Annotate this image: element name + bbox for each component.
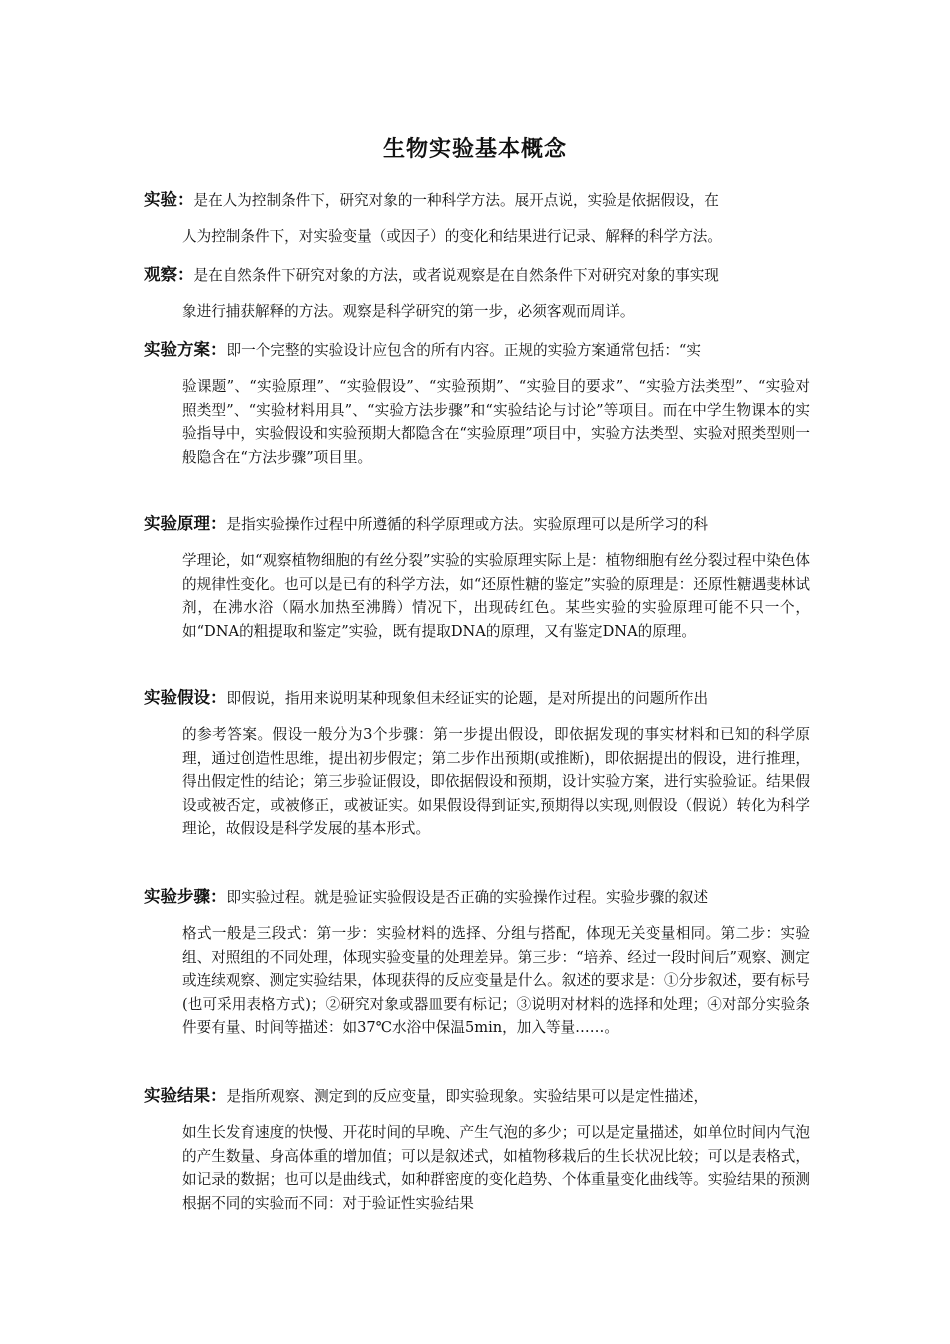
entry-body: 的参考答案。假设一般分为3个步骤：第一步提出假设，即依据发现的事实材料和已知的科学原理，通过创造性思维，提出初步假定；第二步作出预期(或推断)，即依据提出的假设，进行推理，得出假定性的结论；第三步验证假设，即依据假设和预期，设计实验方案，进行实验验证。结果假设或被否定，或被修正，或被证实。如果假设得到证实,预期得以实现,则假设（假说）转化为科学理论，故假设是科学发展的基本形式。 [182, 726, 810, 838]
entry-first-text: 是在人为控制条件下，研究对象的一种科学方法。展开点说，实验是依据假设，在 [193, 192, 719, 209]
entry-first-line [144, 885, 810, 910]
entry-first-text: 是指所观察、测定到的反应变量，即实验现象。实验结果可以是定性描述， [226, 1088, 709, 1105]
entry-term: 实验步骤： [144, 887, 227, 906]
entry-first-text: 是在自然条件下研究对象的方法，或者说观察是在自然条件下对研究对象的事实现 [193, 267, 719, 284]
entry-body: 如生长发育速度的快慢、开花时间的早晚、产生气泡的多少；可以是定量描述，如单位时间内气泡的产生数量、身高体重的增加值；可以是叙述式，如植物移栽后的生长状况比较；可以是表格式，如记录的数据；也可以是曲线式，如种群密度的变化趋势、个体重量变化曲线等。实验结果的预测根据不同的实验而不同：对于验证性实验结果 [182, 1124, 810, 1212]
entry-body: 象进行捕获解释的方法。观察是科学研究的第一步，必须客观而周详。 [182, 303, 635, 320]
entry-observation [144, 263, 810, 324]
entry-body: 格式一般是三段式：第一步：实验材料的选择、分组与搭配，体现无关变量相同。第二步：实验组、对照组的不同处理，体现实验变量的处理差异。第三步：“培养、经过一段时间后”观察、测定或连续观察、测定实验结果，体现获得的反应变量是什么。叙述的要求是：①分步叙述，要有标号(也可采用表格方式)；②研究对象或器皿要有标记；③说明对材料的选择和处理；④对部分实验条件要有量、时间等描述：如37℃水浴中保温5min，加入等量……。 [182, 925, 810, 1037]
entry-first-text: 即假说，指用来说明某种现象但未经证实的论题，是对所提出的问题所作出 [226, 690, 709, 707]
entry-term: 实验原理： [144, 514, 227, 533]
entry-experiment-plan [144, 338, 810, 469]
entry-experiment-results [144, 1084, 810, 1215]
entry-first-text: 即一个完整的实验设计应包含的所有内容。正规的实验方案通常包括：“实 [226, 342, 701, 359]
entry-experiment-principle [144, 512, 810, 643]
entry-first-line [144, 338, 810, 363]
entry-first-line [144, 686, 810, 711]
entry-experiment [144, 188, 810, 249]
entry-body: 验课题”、“实验原理”、“实验假设”、“实验预期”、“实验目的要求”、“实验方法类型”、“实验对照类型”、“实验材料用具”、“实验方法步骤”和“实验结论与讨论”等项目。而在中学生物课本的实验指导中，实验假设和实验预期大都隐含在“实验原理”项目中，实验方法类型、实验对照类型则一般隐含在“方法步骤”项目里。 [182, 378, 810, 466]
entry-term: 观察： [144, 265, 194, 284]
entry-first-text: 即实验过程。就是验证实验假设是否正确的实验操作过程。实验步骤的叙述 [226, 889, 709, 906]
entry-first-line [144, 1084, 810, 1109]
entry-term: 实验假设： [144, 688, 227, 707]
entry-first-line [144, 188, 810, 213]
entry-first-line [144, 512, 810, 537]
entry-body: 人为控制条件下，对实验变量（或因子）的变化和结果进行记录、解释的科学方法。 [182, 228, 722, 245]
entry-term: 实验结果： [144, 1086, 227, 1105]
entry-term: 实验： [144, 190, 194, 209]
entry-term: 实验方案： [144, 340, 227, 359]
page-title: 生物实验基本概念 [382, 137, 567, 162]
entry-experiment-hypothesis [144, 686, 810, 841]
entry-first-text: 是指实验操作过程中所遵循的科学原理或方法。实验原理可以是所学习的科 [226, 516, 709, 533]
entry-experiment-steps [144, 885, 810, 1040]
entry-first-line [144, 263, 810, 288]
entry-body: 学理论，如“观察植物细胞的有丝分裂”实验的实验原理实际上是：植物细胞有丝分裂过程中染色体的规律性变化。也可以是已有的科学方法，如“还原性糖的鉴定”实验的原理是：还原性糖遇斐林试剂，在沸水浴（隔水加热至沸腾）情况下，出现砖红色。某些实验的实验原理可能不只一个，如“DNA的粗提取和鉴定”实验，既有提取DNA的原理，又有鉴定DNA的原理。 [182, 552, 810, 640]
